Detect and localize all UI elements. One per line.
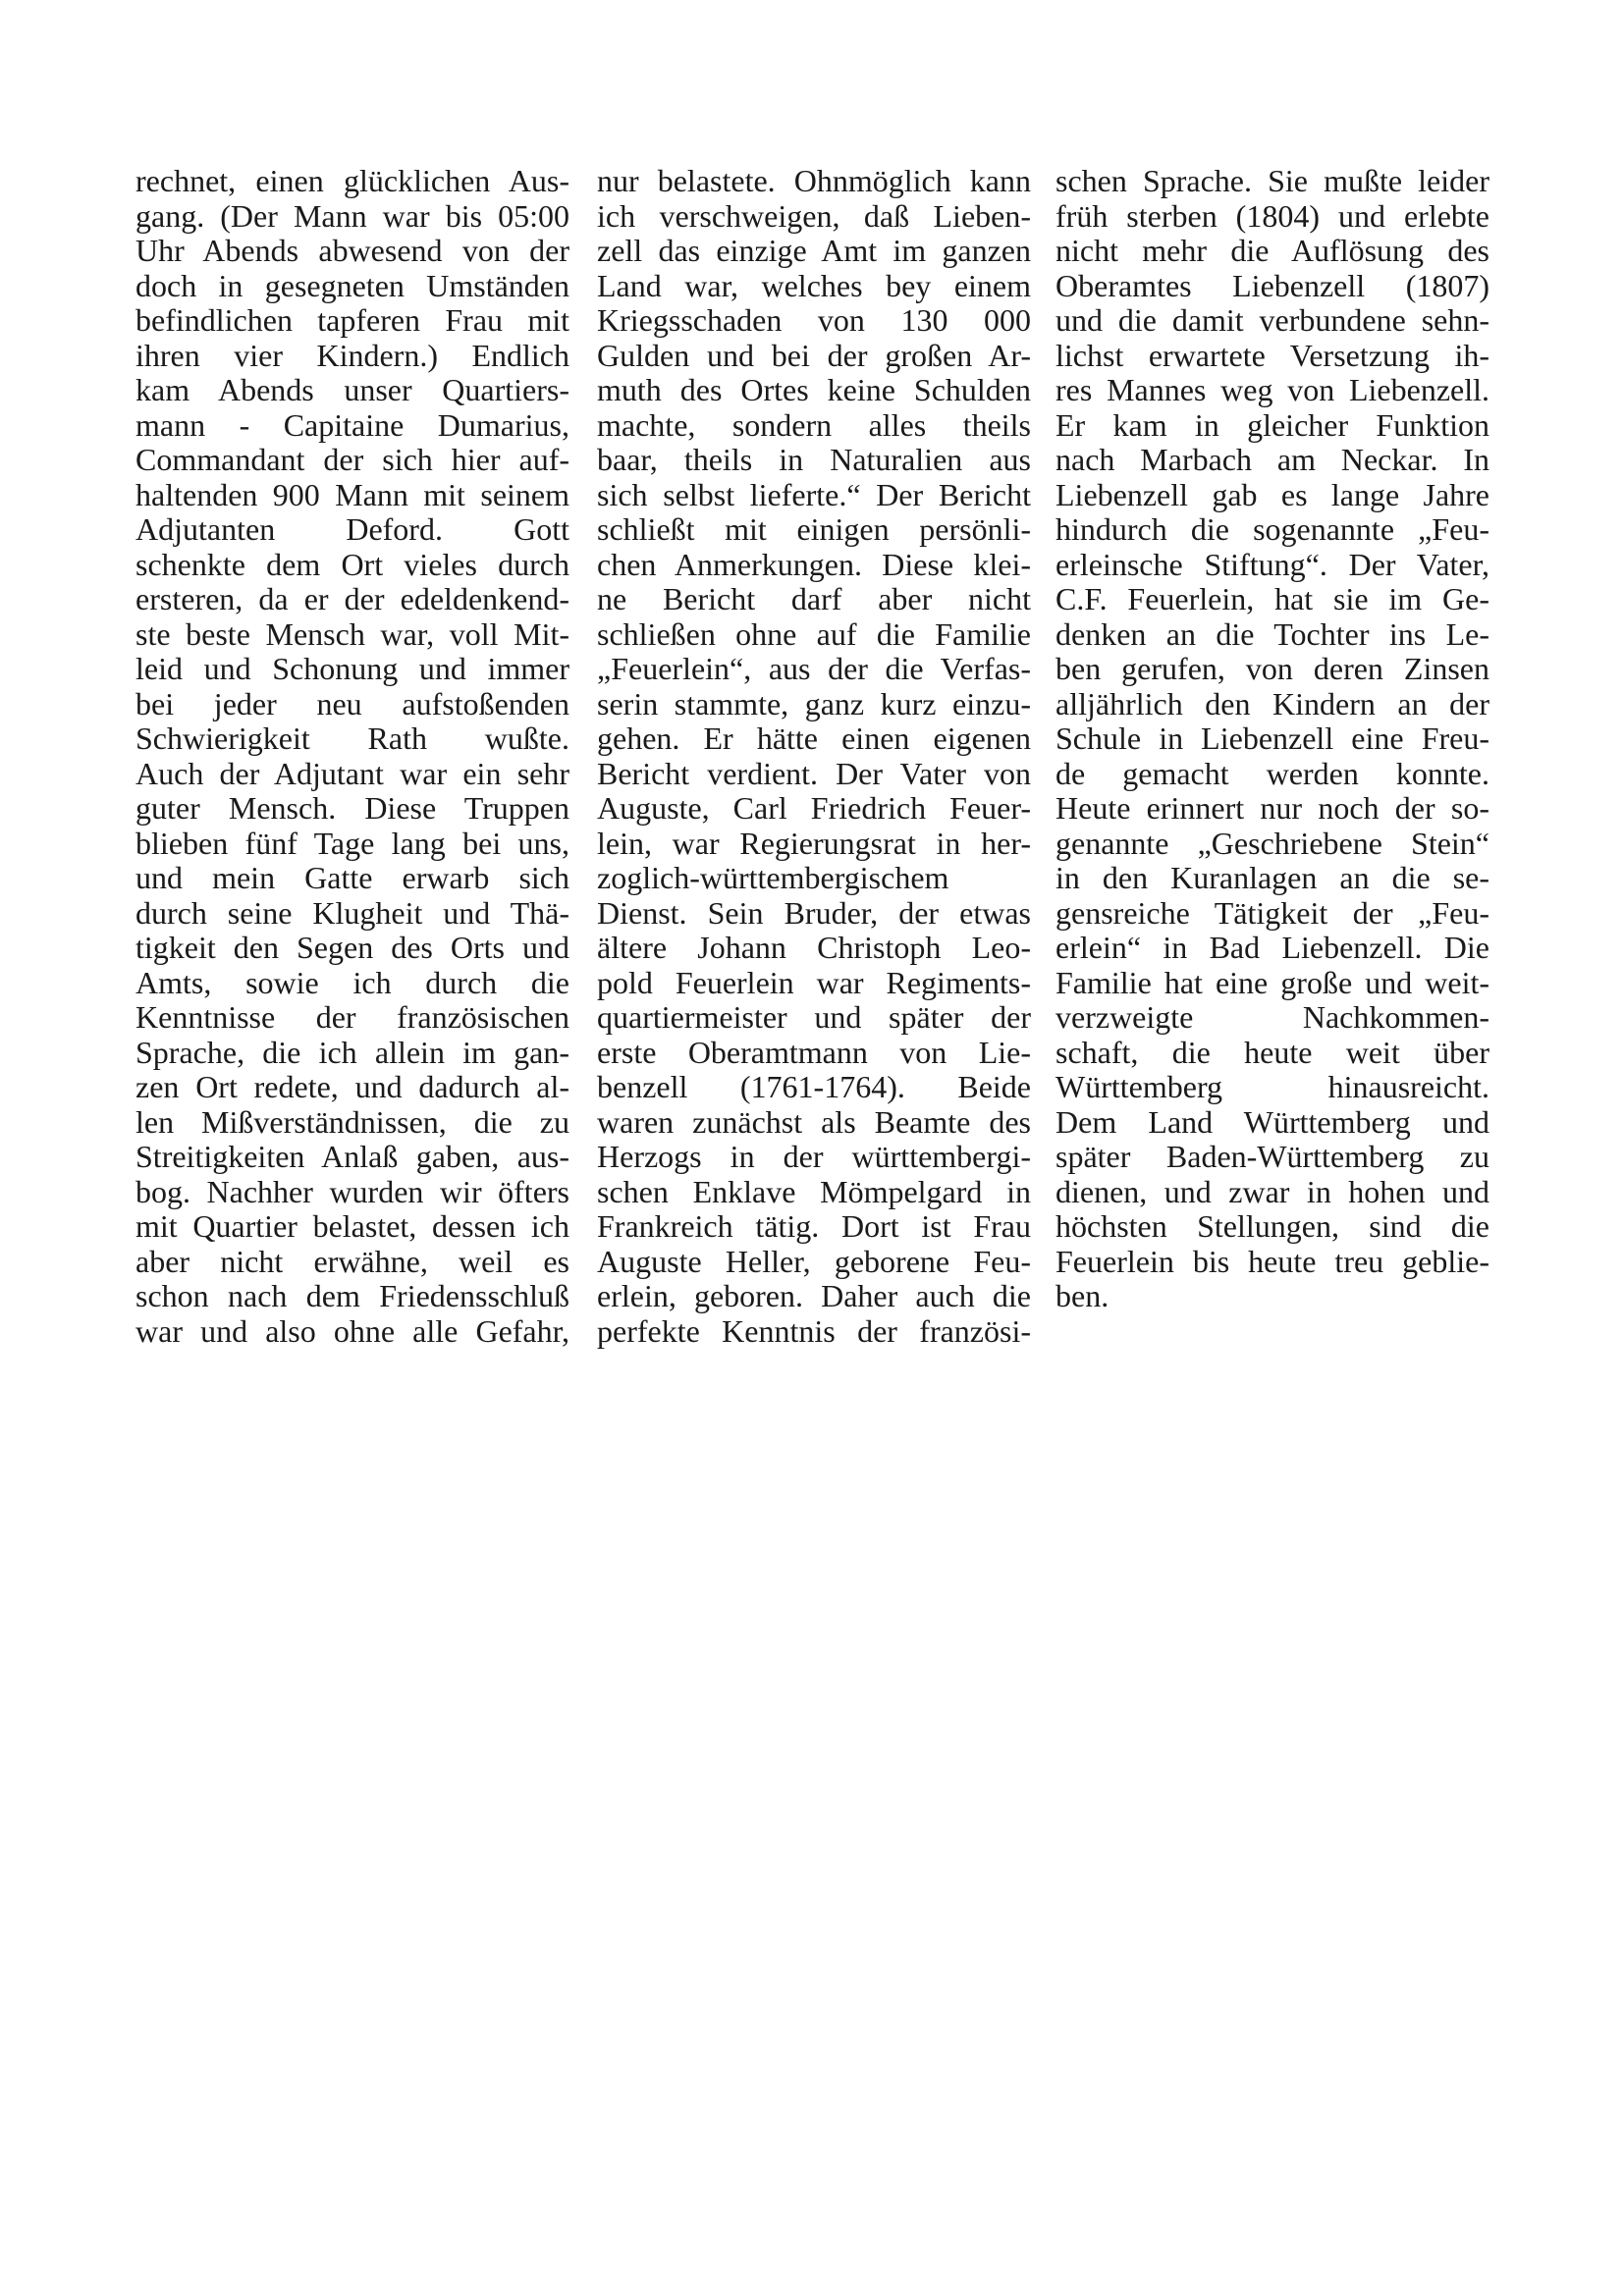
text-column-2: [597, 164, 1031, 1349]
text-line: verzweigte Nachkommen-: [1055, 999, 1489, 1035]
text-line: Amts, sowie ich durch die: [135, 964, 569, 1000]
text-line: Dem Land Württemberg und: [1055, 1103, 1489, 1140]
text-line: mann - Capitaine Dumarius,: [135, 406, 569, 443]
text-line: bog. Nachher wurden wir öfters: [135, 1173, 569, 1209]
text-line: Frankreich tätig. Dort ist Frau: [597, 1208, 1031, 1244]
text-line: nach Marbach am Neckar. In: [1055, 442, 1489, 477]
text-line: doch in gesegneten Umständen: [135, 267, 569, 303]
text-line: denken an die Tochter ins Le-: [1055, 615, 1489, 652]
text-line: Kriegsschaden von 130 000: [597, 302, 1031, 338]
text-line: mit Quartier belastet, dessen ich: [135, 1208, 569, 1244]
text-line: erste Oberamtmann von Lie-: [597, 1034, 1031, 1070]
text-line: Sprache, die ich allein im gan-: [135, 1034, 569, 1070]
text-line: schließen ohne auf die Familie: [597, 615, 1031, 652]
text-column-1: [135, 164, 569, 1349]
text-line: später Baden-Württemberg zu: [1055, 1139, 1489, 1174]
text-line: blieben fünf Tage lang bei uns,: [135, 825, 569, 861]
text-line: befindlichen tapferen Frau mit: [135, 302, 569, 338]
text-line: res Mannes weg von Liebenzell.: [1055, 372, 1489, 407]
text-column-3: [1055, 164, 1489, 1314]
text-line: Dienst. Sein Bruder, der etwas: [597, 894, 1031, 931]
text-line: haltenden 900 Mann mit seinem: [135, 476, 569, 512]
text-line: hindurch die sogenannte „Feu-: [1055, 511, 1489, 547]
text-line: Schule in Liebenzell eine Freu-: [1055, 721, 1489, 756]
text-line: Württemberg hinausreicht.: [1055, 1069, 1489, 1104]
text-line: gensreiche Tätigkeit der „Feu-: [1055, 894, 1489, 931]
text-line: nicht mehr die Auflösung des: [1055, 233, 1489, 268]
text-line: tigkeit den Segen des Orts und: [135, 930, 569, 965]
text-line: sich selbst lieferte.“ Der Bericht: [597, 476, 1031, 512]
text-line: Streitigkeiten Anlaß gaben, aus-: [135, 1139, 569, 1174]
text-line: Auch der Adjutant war ein sehr: [135, 755, 569, 791]
text-line: waren zunächst als Beamte des: [597, 1103, 1031, 1140]
text-line: chen Anmerkungen. Diese klei-: [597, 546, 1031, 582]
text-line: höchsten Stellungen, sind die: [1055, 1208, 1489, 1244]
text-line: durch seine Klugheit und Thä-: [135, 894, 569, 931]
text-line: alljährlich den Kindern an der: [1055, 685, 1489, 721]
text-line: gang. (Der Mann war bis 05:00: [135, 197, 569, 234]
text-line: rechnet, einen glücklichen Aus-: [135, 163, 569, 198]
text-line: baar, theils in Naturalien aus: [597, 442, 1031, 477]
text-line: C.F. Feuerlein, hat sie im Ge-: [1055, 581, 1489, 616]
text-line: Oberamtes Liebenzell (1807): [1055, 267, 1489, 303]
text-line: Uhr Abends abwesend von der: [135, 233, 569, 268]
text-line: Land war, welches bey einem: [597, 267, 1031, 303]
text-line: Herzogs in der württembergi-: [597, 1139, 1031, 1174]
text-line: muth des Ortes keine Schulden: [597, 372, 1031, 407]
text-line: erlein“ in Bad Liebenzell. Die: [1055, 930, 1489, 965]
text-line: genannte „Geschriebene Stein“: [1055, 825, 1489, 861]
text-line: ne Bericht darf aber nicht: [597, 581, 1031, 616]
text-line: in den Kuranlagen an die se-: [1055, 860, 1489, 895]
text-line: de gemacht werden konnte.: [1055, 755, 1489, 791]
text-line: Gulden und bei der großen Ar-: [597, 337, 1031, 373]
text-line: quartiermeister und später der: [597, 999, 1031, 1035]
text-line: machte, sondern alles theils: [597, 406, 1031, 443]
text-line: ben gerufen, von deren Zinsen: [1055, 651, 1489, 686]
text-line: war und also ohne alle Gefahr,: [135, 1312, 569, 1349]
text-line: nur belastete. Ohnmöglich kann: [597, 163, 1031, 198]
text-line: lein, war Regierungsrat in her-: [597, 825, 1031, 861]
text-line: schließt mit einigen persönli-: [597, 511, 1031, 547]
text-line: Heute erinnert nur noch der so-: [1055, 790, 1489, 826]
text-line: früh sterben (1804) und erlebte: [1055, 197, 1489, 234]
text-line: Feuerlein bis heute treu geblie-: [1055, 1243, 1489, 1279]
text-line: schenkte dem Ort vieles durch: [135, 546, 569, 582]
text-line: schen Sprache. Sie mußte leider: [1055, 163, 1489, 198]
text-line: schen Enklave Mömpelgard in: [597, 1173, 1031, 1209]
text-line: zen Ort redete, und dadurch al-: [135, 1069, 569, 1104]
text-line: ihren vier Kindern.) Endlich: [135, 337, 569, 373]
text-line: Commandant der sich hier auf-: [135, 442, 569, 477]
text-line: guter Mensch. Diese Truppen: [135, 790, 569, 826]
text-line: Liebenzell gab es lange Jahre: [1055, 476, 1489, 512]
text-line: perfekte Kenntnis der französi-: [597, 1312, 1031, 1349]
text-line: len Mißverständnissen, die zu: [135, 1103, 569, 1140]
text-line: Auguste Heller, geborene Feu-: [597, 1243, 1031, 1279]
text-line: ste beste Mensch war, voll Mit-: [135, 615, 569, 652]
text-line: ältere Johann Christoph Leo-: [597, 930, 1031, 965]
text-line: Kenntnisse der französischen: [135, 999, 569, 1035]
text-line: kam Abends unser Quartiers-: [135, 372, 569, 407]
text-line: erleinsche Stiftung“. Der Vater,: [1055, 546, 1489, 582]
text-line: Auguste, Carl Friedrich Feuer-: [597, 790, 1031, 826]
text-line: serin stammte, ganz kurz einzu-: [597, 685, 1031, 721]
text-line: dienen, und zwar in hohen und: [1055, 1173, 1489, 1209]
text-line: zoglich-württembergischem: [597, 860, 949, 895]
text-line: gehen. Er hätte einen eigenen: [597, 721, 1031, 756]
text-line: Schwierigkeit Rath wußte.: [135, 721, 569, 756]
text-line: Er kam in gleicher Funktion: [1055, 406, 1489, 443]
text-line: schaft, die heute weit über: [1055, 1034, 1489, 1070]
text-line: schon nach dem Friedensschluß: [135, 1278, 569, 1313]
text-line: und die damit verbundene sehn-: [1055, 302, 1489, 338]
text-line: ersteren, da er der edeldenkend-: [135, 581, 569, 616]
text-line: ben.: [1055, 1278, 1109, 1313]
text-line: zell das einzige Amt im ganzen: [597, 233, 1031, 268]
text-line: lichst erwartete Versetzung ih-: [1055, 337, 1489, 373]
text-line: bei jeder neu aufstoßenden: [135, 685, 569, 721]
text-line: erlein, geboren. Daher auch die: [597, 1278, 1031, 1313]
text-line: aber nicht erwähne, weil es: [135, 1243, 569, 1279]
text-line: Adjutanten Deford. Gott: [135, 511, 569, 547]
text-line: ich verschweigen, daß Lieben-: [597, 197, 1031, 234]
text-line: pold Feuerlein war Regiments-: [597, 964, 1031, 1000]
text-line: Familie hat eine große und weit-: [1055, 964, 1489, 1000]
text-line: Bericht verdient. Der Vater von: [597, 755, 1031, 791]
text-line: und mein Gatte erwarb sich: [135, 860, 569, 895]
text-line: benzell (1761-1764). Beide: [597, 1069, 1031, 1104]
text-line: „Feuerlein“, aus der die Verfas-: [597, 651, 1031, 686]
text-line: leid und Schonung und immer: [135, 651, 569, 686]
